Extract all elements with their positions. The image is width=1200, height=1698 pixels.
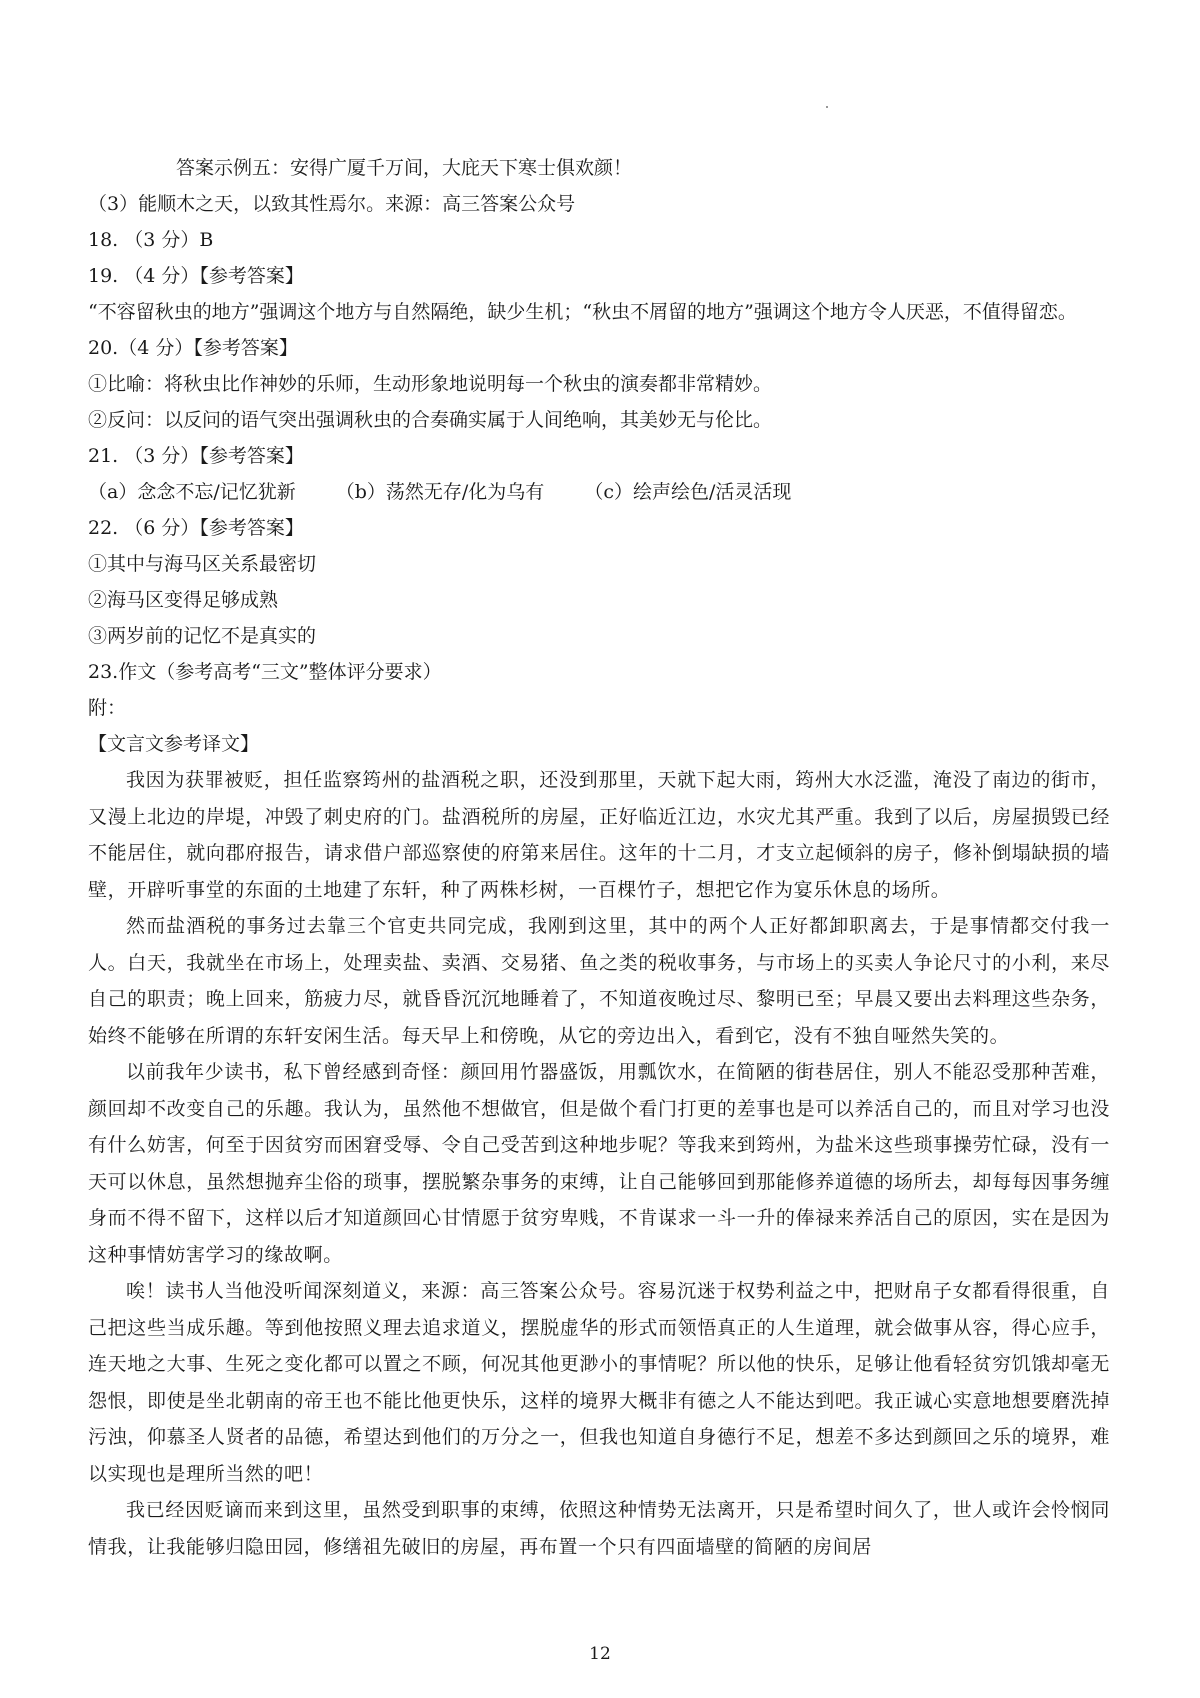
answer-19-heading: 19. （4 分）【参考答案】 xyxy=(88,265,304,287)
answer-21-heading: 21. （3 分）【参考答案】 xyxy=(88,445,304,467)
classical-translation xyxy=(88,762,1110,1565)
translation-paragraph-1: 我因为获罪被贬，担任监察筠州的盐酒税之职，还没到那里，天就下起大雨，筠州大水泛滥，淹没了南边的街市，又漫上北边的岸堤，冲毁了刺史府的门。盐酒税所的房屋，正好临近江边，水灾尤其严重。我到了以后，房屋损毁已经不能居住，就向郡府报告，请求借户部巡察使的府第来居住。这年的十二月，才支立起倾斜的房子，修补倒塌缺损的墙壁，开辟听事堂的东面的土地建了东轩，种了两株杉树，一百棵竹子，想把它作为宴乐休息的场所。 xyxy=(88,769,1110,901)
answer-content xyxy=(88,150,1110,1565)
appendix-label: 附： xyxy=(88,697,127,719)
answer-example-five: 答案示例五：安得广厦千万间，大庇天下寒士俱欢颜！ xyxy=(176,157,633,179)
answer-22-point-1: ①其中与海马区关系最密切 xyxy=(88,553,317,575)
classical-translation-heading: 【文言文参考译文】 xyxy=(88,733,260,755)
answer-18: 18. （3 分）B xyxy=(88,229,214,251)
translation-paragraph-3: 以前我年少读书，私下曾经感到奇怪：颜回用竹器盛饭，用瓢饮水，在简陋的街巷居住，别人不能忍受那种苦难，颜回却不改变自己的乐趣。我认为，虽然他不想做官，但是做个看门打更的差事也是可以养活自己的，而且对学习也没有什么妨害，何至于因贫穷而困窘受辱、令自己受苦到这种地步呢？等我来到筠州，为盐米这些琐事操劳忙碌，没有一天可以休息，虽然想抛弃尘俗的琐事，摆脱繁杂事务的束缚，让自己能够回到那能修养道德的场所去，却每每因事务缠身而不得不留下，这样以后才知道颜回心甘情愿于贫穷卑贱，不肯谋求一斗一升的俸禄来养活自己的原因，实在是因为这种事情妨害学习的缘故啊。 xyxy=(88,1061,1110,1266)
answer-22-point-3: ③两岁前的记忆不是真实的 xyxy=(88,625,317,647)
answer-17-3: （3）能顺木之天，以致其性焉尔。来源：高三答案公众号 xyxy=(88,193,576,215)
page-number: 12 xyxy=(589,1644,611,1664)
answer-20-heading: 20.（4 分）【参考答案】 xyxy=(88,337,298,359)
answer-21-b: （b）荡然无存/化为乌有 xyxy=(335,481,545,503)
answer-20-point-2: ②反问：以反问的语气突出强调秋虫的合奏确实属于人间绝响，其美妙无与伦比。 xyxy=(88,409,773,431)
answer-21-choices xyxy=(88,474,1110,510)
answer-23-essay: 23.作文（参考高考“三文”整体评分要求） xyxy=(88,661,442,683)
answer-21-a: （a）念念不忘/记忆犹新 xyxy=(88,481,296,503)
answer-21-c: （c）绘声绘色/活灵活现 xyxy=(584,481,792,503)
scan-speck xyxy=(826,106,828,108)
answer-19-text: “不容留秋虫的地方”强调这个地方与自然隔绝，缺少生机；“秋虫不屑留的地方”强调这个地方令人厌恶，不值得留恋。 xyxy=(88,301,1077,323)
answer-20-point-1: ①比喻：将秋虫比作神妙的乐师，生动形象地说明每一个秋虫的演奏都非常精妙。 xyxy=(88,373,773,395)
translation-paragraph-2: 然而盐酒税的事务过去靠三个官吏共同完成，我刚到这里，其中的两个人正好都卸职离去，于是事情都交付我一人。白天，我就坐在市场上，处理卖盐、卖酒、交易猪、鱼之类的税收事务，与市场上的买卖人争论尺寸的小利，来尽自己的职责；晚上回来，筋疲力尽，就昏昏沉沉地睡着了，不知道夜晚过尽、黎明已至；早晨又要出去料理这些杂务，始终不能够在所谓的东轩安闲生活。每天早上和傍晚，从它的旁边出入，看到它，没有不独自哑然失笑的。 xyxy=(88,915,1110,1047)
answer-22-heading: 22. （6 分）【参考答案】 xyxy=(88,517,304,539)
answer-22-point-2: ②海马区变得足够成熟 xyxy=(88,589,279,611)
translation-paragraph-5: 我已经因贬谪而来到这里，虽然受到职事的束缚，依照这种情势无法离开，只是希望时间久了，世人或许会怜悯同情我，让我能够归隐田园，修缮祖先破旧的房屋，再布置一个只有四面墙壁的简陋的房间居 xyxy=(88,1499,1110,1558)
translation-paragraph-4: 唉！读书人当他没听闻深刻道义，来源：高三答案公众号。容易沉迷于权势利益之中，把财帛子女都看得很重，自己把这些当成乐趣。等到他按照义理去追求道义，摆脱虚华的形式而领悟真正的人生道理，就会做事从容，得心应手，连天地之大事、生死之变化都可以置之不顾，何况其他更渺小的事情呢？所以他的快乐，足够让他看轻贫穷饥饿却毫无怨恨，即使是坐北朝南的帝王也不能比他更快乐，这样的境界大概非有德之人不能达到吧。我正诚心实意地想要磨洗掉污浊，仰慕圣人贤者的品德，希望达到他们的万分之一，但我也知道自身德行不足，想差不多达到颜回之乐的境界，难以实现也是理所当然的吧！ xyxy=(88,1280,1110,1485)
